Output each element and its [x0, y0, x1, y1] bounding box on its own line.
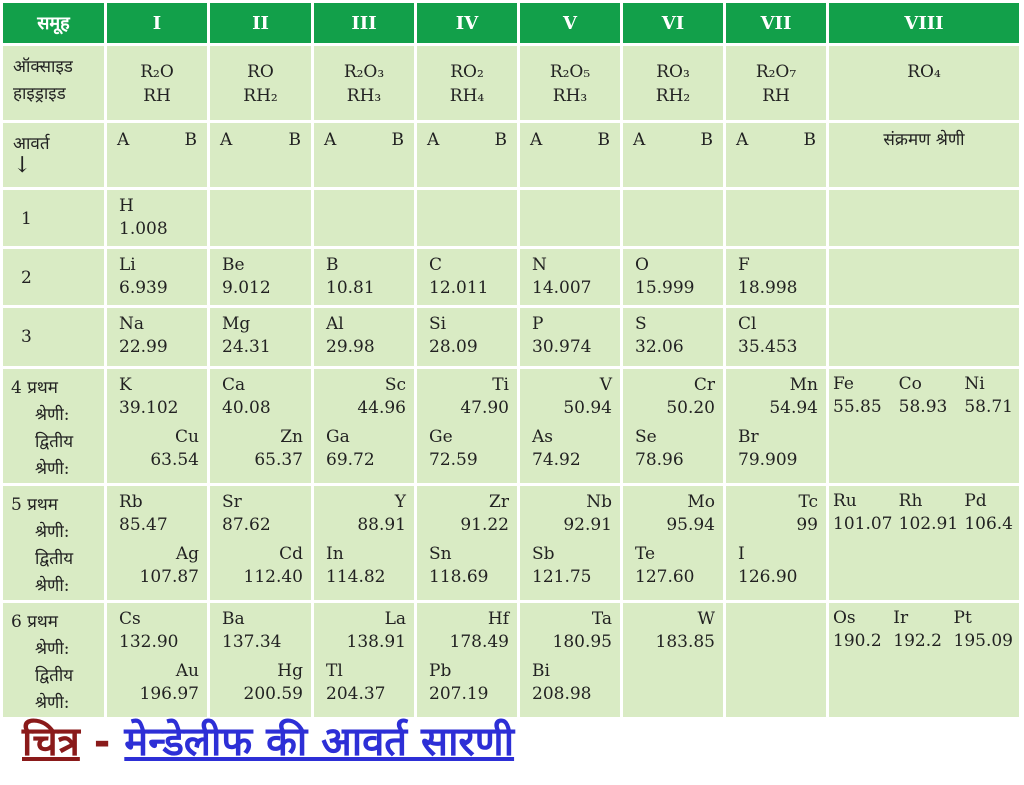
caption-dash: -: [79, 719, 125, 765]
element-symbol: Pb: [429, 661, 452, 681]
element-cell: [623, 249, 723, 305]
group-header-row: [3, 3, 1019, 43]
transition-element: [964, 490, 1013, 536]
atomic-mass: 50.94: [563, 398, 612, 418]
transition-element: [899, 373, 948, 419]
formula-cell: [623, 46, 723, 120]
element-symbol: Ge: [429, 427, 453, 447]
period-4-row: [3, 369, 1019, 483]
element-cell: [520, 603, 620, 717]
atomic-mass: 118.69: [429, 567, 489, 587]
period-number: [3, 249, 104, 305]
element-symbol: Cd: [279, 544, 303, 564]
group-header-label: समूह: [3, 3, 104, 43]
element-symbol: Cu: [175, 427, 199, 447]
formula-cell: [520, 46, 620, 120]
element-symbol: Au: [175, 661, 199, 681]
element-cell: [520, 249, 620, 305]
second-label: द्वितीय: [35, 666, 74, 686]
element-cell: [726, 308, 826, 366]
transition-element: [833, 490, 892, 536]
atomic-mass: 54.94: [769, 398, 818, 418]
element-symbol: Be: [222, 255, 245, 275]
atomic-mass: 39.102: [119, 398, 179, 418]
element-symbol: Sc: [384, 375, 406, 395]
atomic-mass: 207.19: [429, 684, 489, 704]
atomic-mass: 28.09: [429, 337, 478, 357]
atomic-mass: 12.011: [429, 278, 489, 298]
atomic-mass: 190.2: [833, 631, 882, 651]
empty-cell: [210, 190, 311, 246]
element-cell: [623, 369, 723, 483]
element-symbol: Mo: [687, 492, 715, 512]
atomic-mass: 183.85: [655, 632, 715, 652]
element-cell: [314, 249, 414, 305]
element-symbol: Tc: [798, 492, 818, 512]
series-label: श्रेणी:: [35, 522, 70, 542]
formula-cell: [726, 46, 826, 120]
atomic-mass: 196.97: [139, 684, 199, 704]
atomic-mass: 58.71: [964, 397, 1013, 417]
element-symbol: Co: [898, 374, 922, 394]
element-cell: [107, 486, 207, 600]
subgroup-cell: [417, 123, 517, 187]
element-symbol: Pd: [964, 491, 987, 511]
element-symbol: Fe: [833, 374, 854, 394]
oxide-label: ऑक्साइड: [13, 57, 73, 77]
subgroup-cell: [520, 123, 620, 187]
atomic-mass: 192.2: [893, 631, 942, 651]
hydride-formula: RH₂: [655, 86, 691, 106]
atomic-mass: 114.82: [326, 567, 386, 587]
oxide-formula: R₂O₃: [343, 62, 385, 82]
element-cell: [107, 308, 207, 366]
subgroup-b: B: [184, 130, 197, 150]
empty-cell: [623, 190, 723, 246]
element-symbol: Al: [326, 314, 344, 334]
element-cell: [726, 369, 826, 483]
element-symbol: P: [532, 314, 544, 334]
period-2-label: 2: [21, 268, 32, 288]
element-symbol: W: [697, 609, 715, 629]
period-1-row: [3, 190, 1019, 246]
element-cell: [314, 486, 414, 600]
atomic-mass: 178.49: [449, 632, 509, 652]
atomic-mass: 74.92: [532, 450, 581, 470]
atomic-mass: 121.75: [532, 567, 592, 587]
period-3-row: [3, 308, 1019, 366]
transition-cell: [829, 486, 1019, 600]
atomic-mass: 40.08: [222, 398, 271, 418]
formula-cell: [210, 46, 311, 120]
element-cell: [417, 249, 517, 305]
element-cell: [726, 249, 826, 305]
element-cell: [107, 603, 207, 717]
oxide-formula: RO₃: [656, 62, 690, 82]
element-symbol: Br: [738, 427, 759, 447]
transition-element: [833, 373, 882, 419]
atomic-mass: 204.37: [326, 684, 386, 704]
atomic-mass: 112.40: [243, 567, 303, 587]
atomic-mass: 87.62: [222, 515, 271, 535]
atomic-mass: 200.59: [243, 684, 303, 704]
formula-cell: [417, 46, 517, 120]
atomic-mass: 208.98: [532, 684, 592, 704]
atomic-mass: 106.4: [964, 514, 1013, 534]
atomic-mass: 47.90: [460, 398, 509, 418]
element-symbol: Te: [635, 544, 656, 564]
element-symbol: Pt: [953, 608, 972, 628]
atomic-mass: 180.95: [552, 632, 612, 652]
element-cell: [623, 308, 723, 366]
subgroup-cell: [314, 123, 414, 187]
empty-cell: [726, 603, 826, 717]
subgroup-b: B: [597, 130, 610, 150]
element-symbol: Rh: [898, 491, 923, 511]
element-symbol: Li: [119, 255, 136, 275]
atomic-mass: 35.453: [738, 337, 798, 357]
element-symbol: Y: [394, 492, 406, 512]
subgroup-cell: [726, 123, 826, 187]
element-symbol: Ag: [175, 544, 199, 564]
transition-element: [833, 607, 882, 653]
atomic-mass: 15.999: [635, 278, 695, 298]
element-cell: [623, 486, 723, 600]
period-3-label: 3: [21, 327, 32, 347]
formula-cell: [314, 46, 414, 120]
atomic-mass: 44.96: [357, 398, 406, 418]
element-symbol: B: [326, 255, 339, 275]
element-symbol: C: [429, 255, 443, 275]
formula-cell: [107, 46, 207, 120]
hydride-formula: RH₂: [243, 86, 278, 106]
atomic-mass: 6.939: [119, 278, 168, 298]
element-symbol: As: [532, 427, 554, 447]
element-symbol: N: [532, 255, 547, 275]
group-header-VII: VII: [726, 3, 826, 43]
element-cell: [314, 308, 414, 366]
element-symbol: Cr: [693, 375, 715, 395]
element-symbol: Na: [119, 314, 145, 334]
hydride-label: हाइड्राइड: [13, 84, 66, 104]
transition-element: [964, 373, 1013, 419]
element-symbol: Hf: [487, 609, 509, 629]
element-symbol: V: [599, 375, 612, 395]
subgroup-a: A: [736, 130, 749, 150]
series-label: श्रेणी:: [35, 693, 70, 713]
empty-cell: [829, 308, 1019, 366]
empty-cell: [417, 190, 517, 246]
element-cell: [210, 486, 311, 600]
caption-title: मेन्डेलीफ की आवर्त सारणी: [124, 719, 515, 765]
element-symbol: Tl: [326, 661, 343, 681]
atomic-mass: 88.91: [357, 515, 406, 535]
subgroup-a: A: [530, 130, 543, 150]
element-symbol: Ru: [833, 491, 857, 511]
oxide-formula: R₂O₇: [755, 62, 797, 82]
oxide-formula: RO₂: [450, 62, 484, 82]
element-cell: [107, 249, 207, 305]
caption-figure-label: चित्र: [22, 719, 80, 765]
element-symbol: Ta: [591, 609, 612, 629]
element-cell: [520, 486, 620, 600]
transition-element: [954, 607, 1013, 653]
element-symbol: Sn: [429, 544, 452, 564]
empty-cell: [520, 190, 620, 246]
subgroup-cell: [210, 123, 311, 187]
hydride-formula: RH₃: [346, 86, 382, 106]
element-symbol: Zr: [489, 492, 509, 512]
period-1-label: 1: [21, 209, 32, 229]
figure-caption: [22, 712, 514, 767]
period-number: [3, 190, 104, 246]
element-symbol: Cs: [119, 609, 141, 629]
atomic-mass: 55.85: [833, 397, 882, 417]
element-symbol: Sr: [222, 492, 242, 512]
series-label: श्रेणी:: [35, 459, 70, 479]
transition-cell: [829, 603, 1019, 717]
atomic-mass: 69.72: [326, 450, 375, 470]
atomic-mass: 101.07: [833, 514, 893, 534]
element-symbol: H: [119, 196, 134, 216]
atomic-mass: 127.60: [635, 567, 695, 587]
subgroup-cell: [623, 123, 723, 187]
period-5-row: [3, 486, 1019, 600]
atomic-mass: 102.91: [898, 514, 959, 534]
atomic-mass: 132.90: [119, 632, 179, 652]
atomic-mass: 99: [796, 515, 818, 535]
element-cell: [314, 369, 414, 483]
period-2-row: [3, 249, 1019, 305]
element-cell: [417, 486, 517, 600]
atomic-mass: 14.007: [532, 278, 592, 298]
series-label: श्रेणी:: [35, 576, 70, 596]
element-cell: [210, 249, 311, 305]
element-symbol: Hg: [277, 661, 303, 681]
element-symbol: La: [384, 609, 406, 629]
second-label: द्वितीय: [35, 432, 74, 452]
group-header-VI: VI: [623, 3, 723, 43]
subgroup-b: B: [391, 130, 404, 150]
subgroup-b: B: [288, 130, 301, 150]
atomic-mass: 50.20: [666, 398, 715, 418]
period-4-first-label: 4 प्रथम: [11, 378, 58, 398]
atomic-mass: 32.06: [635, 337, 684, 357]
atomic-mass: 22.99: [119, 337, 168, 357]
transition-cell: [829, 369, 1019, 483]
empty-cell: [726, 190, 826, 246]
atomic-mass: 29.98: [326, 337, 375, 357]
atomic-mass: 58.93: [898, 397, 948, 417]
atomic-mass: 91.22: [460, 515, 509, 535]
transition-element: [899, 490, 958, 536]
formula-cell: [829, 46, 1019, 120]
atomic-mass: 63.54: [150, 450, 199, 470]
down-arrow-icon: ↓: [13, 153, 32, 178]
element-symbol: Nb: [586, 492, 612, 512]
hydride-formula: RH: [762, 86, 790, 106]
atomic-mass: 65.37: [254, 450, 303, 470]
atomic-mass: 30.974: [532, 337, 592, 357]
atomic-mass: 10.81: [326, 278, 375, 298]
element-symbol: Ni: [964, 374, 985, 394]
element-symbol: K: [119, 375, 132, 395]
period-6-label-cell: [3, 603, 104, 717]
element-cell: [726, 486, 826, 600]
atomic-mass: 72.59: [429, 450, 478, 470]
atomic-mass: 92.91: [563, 515, 612, 535]
element-symbol: Ir: [893, 608, 909, 628]
element-symbol: Mn: [789, 375, 818, 395]
element-symbol: Ba: [222, 609, 245, 629]
element-cell: [417, 603, 517, 717]
atomic-mass: 79.909: [738, 450, 798, 470]
element-cell: [520, 308, 620, 366]
subgroup-a: A: [427, 130, 440, 150]
transition-series-cell: [829, 123, 1019, 187]
atomic-mass: 138.91: [346, 632, 406, 652]
series-label: श्रेणी:: [35, 405, 70, 425]
hydride-formula: RH₄: [449, 86, 485, 106]
period-label: आवर्त: [13, 134, 50, 154]
empty-cell: [314, 190, 414, 246]
element-symbol: Se: [635, 427, 657, 447]
atomic-mass: 9.012: [222, 278, 271, 298]
element-symbol: Ti: [492, 375, 509, 395]
element-cell: [623, 603, 723, 717]
atomic-mass: 137.34: [222, 632, 282, 652]
period-label-cell: [3, 123, 104, 187]
atomic-mass: 24.31: [222, 337, 271, 357]
atomic-mass: 85.47: [119, 515, 168, 535]
group-header-II: II: [210, 3, 311, 43]
series-label: श्रेणी:: [35, 639, 70, 659]
element-symbol: I: [738, 544, 745, 564]
empty-cell: [829, 249, 1019, 305]
element-symbol: Sb: [532, 544, 555, 564]
atomic-mass: 18.998: [738, 278, 798, 298]
element-symbol: S: [635, 314, 647, 334]
atomic-mass: 78.96: [635, 450, 684, 470]
oxide-formula: RO: [247, 62, 274, 82]
group-header-I: I: [107, 3, 207, 43]
transition-element: [893, 607, 942, 653]
oxide-hydride-row: [3, 46, 1019, 120]
element-cell: [314, 603, 414, 717]
subgroup-b: B: [700, 130, 713, 150]
element-symbol: Bi: [532, 661, 550, 681]
period-6-first-label: 6 प्रथम: [11, 612, 58, 632]
element-cell: [520, 369, 620, 483]
element-symbol: Os: [833, 608, 856, 628]
element-cell: [417, 308, 517, 366]
subgroup-a: A: [633, 130, 646, 150]
element-cell: [210, 308, 311, 366]
group-header-III: III: [314, 3, 414, 43]
element-symbol: In: [326, 544, 344, 564]
element-symbol: Si: [429, 314, 447, 334]
atomic-mass: 1.008: [119, 219, 168, 239]
subgroup-a: A: [220, 130, 233, 150]
oxide-hydride-label: [3, 46, 104, 120]
hydride-formula: RH: [143, 86, 171, 106]
oxide-formula: R₂O: [140, 62, 174, 82]
element-cell: [417, 369, 517, 483]
period-subgroup-row: [3, 123, 1019, 187]
element-cell: [210, 369, 311, 483]
period-number: [3, 308, 104, 366]
subgroup-a: A: [117, 130, 130, 150]
group-header-V: V: [520, 3, 620, 43]
element-symbol: Cl: [738, 314, 757, 334]
atomic-mass: 195.09: [953, 631, 1013, 651]
group-header-VIII: VIII: [829, 3, 1019, 43]
element-symbol: Zn: [280, 427, 303, 447]
element-symbol: O: [635, 255, 649, 275]
element-symbol: Ca: [222, 375, 246, 395]
hydride-formula: RH₃: [552, 86, 588, 106]
subgroup-cell: [107, 123, 207, 187]
empty-cell: [829, 190, 1019, 246]
element-symbol: Rb: [119, 492, 143, 512]
subgroup-a: A: [324, 130, 337, 150]
element-symbol: Ga: [326, 427, 350, 447]
element-cell: [107, 190, 207, 246]
period-5-label-cell: [3, 486, 104, 600]
transition-series-label: संक्रमण श्रेणी: [883, 130, 965, 150]
period-4-label-cell: [3, 369, 104, 483]
oxide-formula: R₂O₅: [549, 62, 591, 82]
group-header-IV: IV: [417, 3, 517, 43]
element-cell: [210, 603, 311, 717]
subgroup-b: B: [803, 130, 816, 150]
element-cell: [107, 369, 207, 483]
period-6-row: [3, 603, 1019, 717]
element-symbol: Mg: [222, 314, 251, 334]
period-5-first-label: 5 प्रथम: [11, 495, 58, 515]
oxide-formula: RO₄: [907, 62, 941, 82]
atomic-mass: 126.90: [738, 567, 798, 587]
atomic-mass: 107.87: [139, 567, 199, 587]
subgroup-b: B: [494, 130, 507, 150]
second-label: द्वितीय: [35, 549, 74, 569]
element-symbol: F: [738, 255, 750, 275]
atomic-mass: 95.94: [666, 515, 715, 535]
